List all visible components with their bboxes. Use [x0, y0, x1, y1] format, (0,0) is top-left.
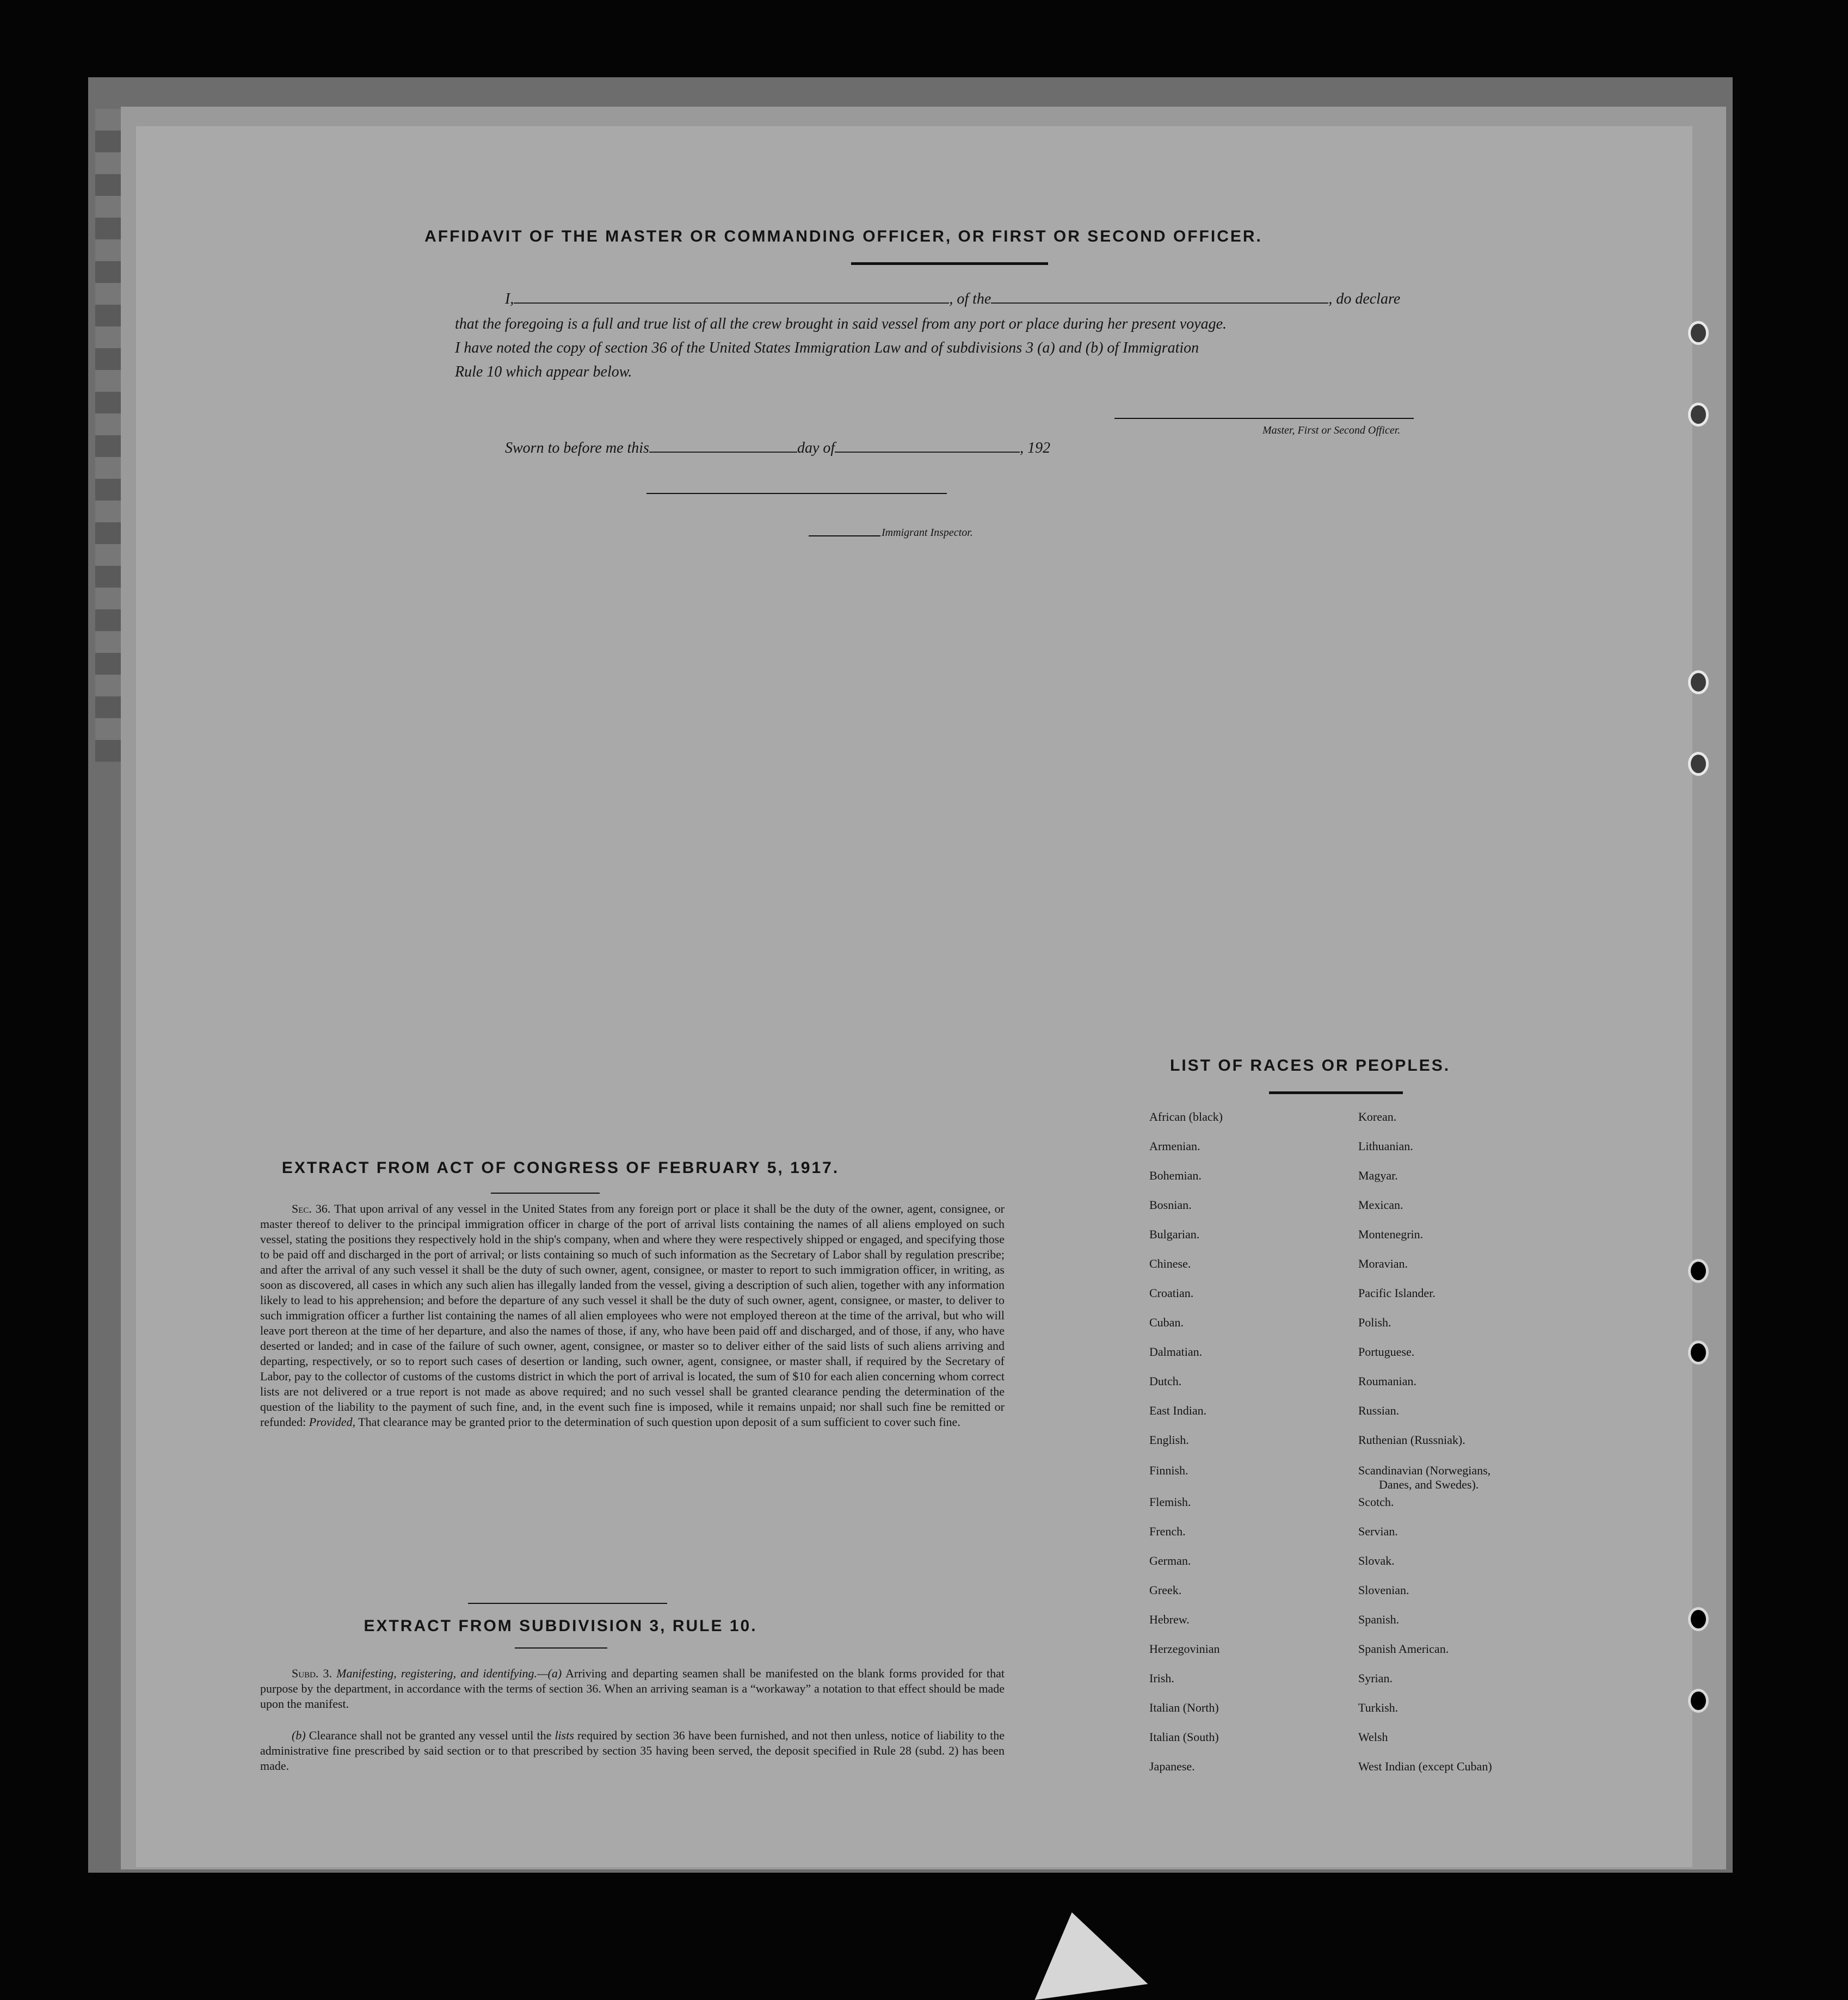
sec-label: Sec. 36. — [292, 1202, 331, 1215]
race-item: Bulgarian. — [1149, 1227, 1200, 1241]
race-item: Lithuanian. — [1358, 1139, 1413, 1153]
subd-a-text: Arriving and departing seamen shall be manifested on the blank forms provided for that purpose by the department, in accordance with the terms of section 36. When an arriving seaman is a “workaway” a notation to that effect should be made upon the manifest. — [260, 1666, 1005, 1711]
name-blank[interactable] — [514, 303, 949, 304]
subd-label: Subd. 3. — [292, 1666, 332, 1680]
affidavit-title: AFFIDAVIT OF THE MASTER OR COMMANDING OFFICER, OR FIRST OR SECOND OFFICER. — [424, 227, 1262, 245]
declaration-do-declare: , do declare — [1328, 291, 1401, 307]
races-title-underline — [1269, 1091, 1403, 1094]
race-item: English. — [1149, 1433, 1189, 1447]
race-item: Spanish American. — [1358, 1642, 1449, 1656]
race-item: French. — [1149, 1524, 1186, 1538]
race-item: Polish. — [1358, 1316, 1391, 1329]
act-title: EXTRACT FROM ACT OF CONGRESS OF FEBRUARY 5, 1917. — [281, 1159, 840, 1177]
subd-b-text-1: Clearance shall not be granted any vessel until the — [309, 1729, 552, 1742]
sworn-month-blank[interactable] — [835, 452, 1020, 453]
race-item: Irish. — [1149, 1671, 1174, 1685]
race-item: Italian (South) — [1149, 1730, 1219, 1744]
punch-hole-icon — [1688, 670, 1709, 694]
races-title: LIST OF RACES OR PEOPLES. — [1170, 1057, 1451, 1075]
inspector-signature-line[interactable] — [646, 493, 947, 494]
subd-b-text-2: required by section 36 have been furnished, and not then unless, notice of liability to the administrative fine prescribed by said section or to that prescribed by section 35 having been served, the deposit specified in Rule 28 (subd. 2) has been made. — [260, 1729, 1005, 1773]
race-item: Slovenian. — [1358, 1583, 1409, 1597]
race-item: Scotch. — [1358, 1495, 1394, 1509]
rule10-subd-b — [260, 1728, 1005, 1774]
sec-tail: That clearance may be granted prior to the determination of such question upon deposit of a sum sufficient to cover such fine. — [358, 1415, 960, 1429]
race-item: Roumanian. — [1358, 1374, 1416, 1388]
torn-corner — [1024, 1903, 1148, 2000]
race-item: East Indian. — [1149, 1404, 1207, 1417]
rule10-title: EXTRACT FROM SUBDIVISION 3, RULE 10. — [364, 1617, 757, 1635]
sworn-year: , 192 — [1020, 440, 1051, 456]
rule10-title-underline — [515, 1647, 607, 1649]
declaration-of-the: , of the — [949, 291, 991, 307]
race-item: African (black) — [1149, 1110, 1223, 1124]
punch-hole-icon — [1688, 1607, 1709, 1631]
race-item: Finnish. — [1149, 1464, 1188, 1477]
act-title-underline — [491, 1193, 600, 1194]
race-item: Scandinavian (Norwegians, — [1358, 1464, 1491, 1477]
rule10-subd-a — [260, 1666, 1005, 1712]
race-item: Armenian. — [1149, 1139, 1200, 1153]
race-item: Turkish. — [1358, 1701, 1399, 1714]
race-item: Bohemian. — [1149, 1169, 1202, 1182]
race-item: Danes, and Swedes). — [1379, 1478, 1479, 1491]
punch-hole-icon — [1688, 752, 1709, 776]
sworn-text: Sworn to before me this — [505, 440, 649, 456]
race-item: Flemish. — [1149, 1495, 1191, 1509]
punch-hole-icon — [1688, 321, 1709, 345]
race-item: Dutch. — [1149, 1374, 1182, 1388]
act-section-36 — [260, 1201, 1005, 1430]
race-item: Ruthenian (Russniak). — [1358, 1433, 1465, 1447]
race-item: Pacific Islander. — [1358, 1286, 1436, 1300]
race-item: Croatian. — [1149, 1286, 1194, 1300]
inspector-label: Immigrant Inspector. — [882, 527, 973, 539]
punch-hole-icon — [1688, 1259, 1709, 1283]
race-item: Herzegovinian — [1149, 1642, 1220, 1656]
declaration-text-4: Rule 10 which appear below. — [455, 363, 632, 380]
race-item: Syrian. — [1358, 1671, 1393, 1685]
provided-word: Provided, — [309, 1415, 356, 1429]
sec-text: That upon arrival of any vessel in the United States from any foreign port or place it shall be the duty of the owner, agent, consignee, or master thereof to deliver to the principal immigration officer in charge of the port of arrival lists containing the names of all aliens employed on such vessel, stating the positions they respectively hold in the ship's company, when and where they were respectively shipped or engaged, and specifying those to be paid off and discharged in the port of arrival; or lists containing so much of such information as the Secretary of Labor shall by regulation prescribe; and after the arrival of any such vessel it shall be the duty of such owner, agent, consignee, or master to report to such immigration officer, in writing, as soon as discovered, all cases in which any such alien has illegally landed from the vessel, giving a description of such alien, together with any information likely to lead to his apprehension; and before the departure of any such vessel it shall be the duty of such owner, agent, consignee, or master, to deliver to such immigration officer a further list containing the names of all alien employees who were not employed thereon at the time of the arrival, but who will leave port thereon at the time of her departure, and also the names of those, if any, who have been paid off and discharged, and of those, if any, who have deserted or landed; and in case of the failure of such owner, agent, consignee, or master so to deliver either of the said lists of such aliens arriving and departing, respectively, or so to report such cases of desertion or landing, such owner, agent, consignee, or master shall, if required by the Secretary of Labor, pay to the collector of customs of the customs district in which the port of arrival is located, the sum of $10 for each alien concerning whom correct lists are not delivered or a true report is not made as above required; and no such vessel shall be granted clearance pending the determination of the question of the liability to the payment of such fine, and, in the event such fine is imposed, while it remains unpaid; nor shall such fine be remitted or refunded: — [260, 1202, 1005, 1429]
race-item: Welsh — [1358, 1730, 1388, 1744]
punch-hole-icon — [1688, 1341, 1709, 1365]
race-item: Slovak. — [1358, 1554, 1395, 1567]
declaration-i: I, — [505, 291, 514, 307]
declaration-text-3: I have noted the copy of section 36 of the United States Immigration Law and of subdivisions 3 (a) and (b) of Immigration — [455, 339, 1199, 356]
sworn-line — [505, 440, 1050, 457]
affidavit-title-underline — [851, 262, 1048, 265]
signature-label: Master, First or Second Officer. — [1262, 424, 1401, 436]
subd-b-lists: lists — [555, 1729, 574, 1742]
manifest-page — [136, 126, 1692, 1867]
subd-heading: Manifesting, registering, and identifying.—(a) — [336, 1666, 562, 1680]
sworn-day-of: day of — [797, 440, 835, 456]
section-divider — [468, 1603, 667, 1604]
signature-line[interactable] — [1114, 418, 1414, 419]
punch-hole-icon — [1688, 1689, 1709, 1713]
vessel-blank[interactable] — [991, 303, 1328, 304]
race-item: German. — [1149, 1554, 1191, 1567]
race-item: Russian. — [1358, 1404, 1400, 1417]
race-item: Spanish. — [1358, 1613, 1400, 1626]
race-item: Cuban. — [1149, 1316, 1184, 1329]
b-label: (b) — [292, 1729, 306, 1742]
race-item: Mexican. — [1358, 1198, 1403, 1212]
race-item: Italian (North) — [1149, 1701, 1219, 1714]
sworn-day-blank[interactable] — [649, 452, 797, 453]
race-item: Japanese. — [1149, 1760, 1195, 1773]
race-item: Hebrew. — [1149, 1613, 1190, 1626]
punch-hole-icon — [1688, 403, 1709, 427]
binding-strip — [95, 109, 122, 762]
race-item: Chinese. — [1149, 1257, 1191, 1270]
race-item: Greek. — [1149, 1583, 1182, 1597]
race-item: Dalmatian. — [1149, 1345, 1203, 1359]
race-item: Portuguese. — [1358, 1345, 1415, 1359]
race-item: Montenegrin. — [1358, 1227, 1424, 1241]
race-item: West Indian (except Cuban) — [1358, 1760, 1492, 1773]
race-item: Bosnian. — [1149, 1198, 1192, 1212]
race-item: Servian. — [1358, 1524, 1398, 1538]
declaration-line — [505, 291, 1400, 308]
race-item: Korean. — [1358, 1110, 1397, 1124]
declaration-text-2: that the foregoing is a full and true list of all the crew brought in said vessel from any port or place during her present voyage. — [455, 316, 1227, 332]
race-item: Magyar. — [1358, 1169, 1398, 1182]
race-item: Moravian. — [1358, 1257, 1408, 1270]
inspector-short-line — [809, 535, 880, 536]
